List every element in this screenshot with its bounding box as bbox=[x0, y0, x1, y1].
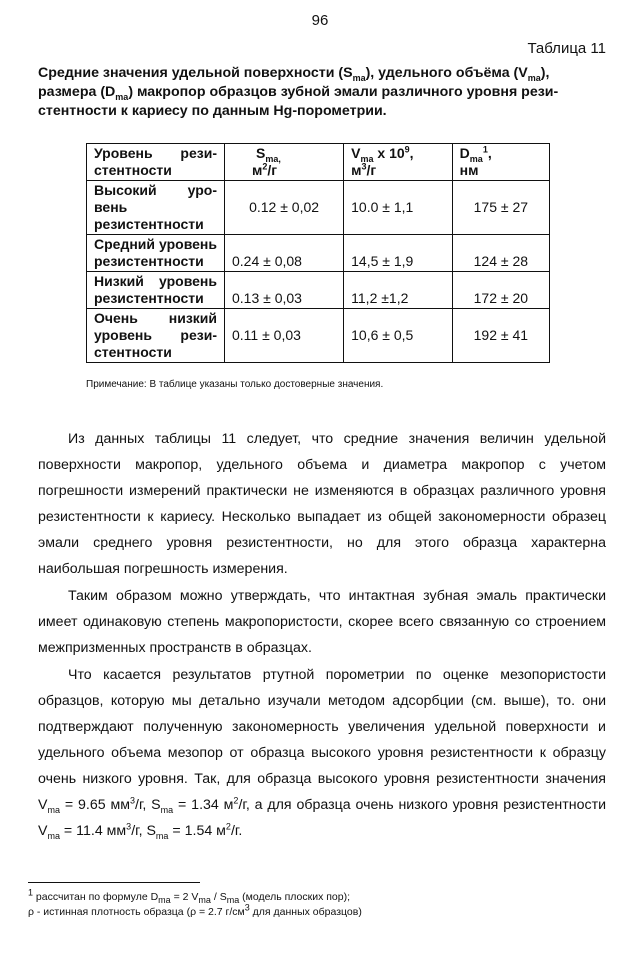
table-label: Таблица 11 bbox=[527, 40, 606, 57]
footnote-1: $^1$ рассчитан по формуле $D_{ma} = 2$ $V_{ma} / S_{ma}$ (модель плоских пор); bbox=[28, 887, 351, 906]
table-row bbox=[87, 309, 550, 363]
row-surface: 0.24 ± 0,08 bbox=[225, 235, 344, 272]
data-table bbox=[86, 143, 550, 363]
table-row bbox=[87, 235, 550, 272]
row-level: Очень низкий уровень рези- стентности bbox=[87, 309, 225, 363]
table-note: Примечание: В таблице указаны только достоверные значения. bbox=[86, 379, 384, 390]
row-surface: 0.11 ± 0,03 bbox=[225, 309, 344, 363]
row-level: Высокий уро- вень резистентности bbox=[87, 181, 225, 235]
body-text bbox=[38, 426, 606, 845]
row-volume: 10,6 ± 0,5 bbox=[344, 309, 453, 363]
table-row bbox=[87, 181, 550, 235]
header-volume: $V_{ma}$ x $10^9$, $м^3/г$ bbox=[344, 144, 453, 181]
table-caption: Средние значения удельной поверхности $(S_{ma})$, удельного объёма $(V_{ma})$, размера $(D_{ma})$ макропор образцов зубной эмали различного уровня рези- стентности к кариесу по данным Hg-порометрии. bbox=[38, 65, 559, 119]
header-surface: $S_{ma,}$ $м^2/г$ bbox=[225, 144, 344, 181]
row-diameter: 124 ± 28 bbox=[452, 235, 549, 272]
row-level: Средний уровень резистентности bbox=[87, 235, 225, 272]
paragraph: Таким образом можно утверждать, что интактная зубная эмаль практически имеет одинаковую степень макропористости, скорее всего связанную со строением межпризменных пространств в образцах. bbox=[38, 588, 606, 656]
row-diameter: 192 ± 41 bbox=[452, 309, 549, 363]
footnotes bbox=[28, 887, 362, 920]
paragraph: Из данных таблицы 11 следует, что средние значения величин удельной поверхности макропор, удельного объема и диаметра макропор с учетом погрешности измерений практически не изменяются в образцах различного уровня резистентности к кариесу. Несколько выпадает из общей закономерности образец эмали среднего уровня резистентности, но для этого образца характерна наибольшая погрешность измерения. bbox=[38, 431, 606, 577]
row-volume: 14,5 ± 1,9 bbox=[344, 235, 453, 272]
header-level: Уровень рези- стентности bbox=[87, 144, 225, 181]
paragraph: Что касается результатов ртутной порометрии по оценке мезопористости образцов, которую мы детально изучали методом адсорбции (см. выше), то. они подтверждают полученную закономерность увеличения удельной поверхности и удельного объема мезопор от образца высокого уровня резистентности к образцу очень низкого уровня. Так, для образца высокого уровня резистентности значения $V_{ma} = 9.65$ $мм^3/г$, $S_{ma} = 1.34$ $м^2/г$, а для образца очень низкого уровня резистентности $V_{ma} = 11.4$ $мм^3/г$, $S_{ma} = 1.54$ $м^2/г$. bbox=[38, 667, 607, 841]
table-row bbox=[87, 272, 550, 309]
header-diameter: $D_{ma}^1$, нм bbox=[452, 144, 549, 181]
row-surface: 0.12 ± 0,02 bbox=[225, 181, 344, 235]
row-diameter: 172 ± 20 bbox=[452, 272, 549, 309]
page-number: 96 bbox=[311, 12, 329, 29]
row-volume: 11,2 ±1,2 bbox=[344, 272, 453, 309]
row-level: Низкий уровень резистентности bbox=[87, 272, 225, 309]
footnote-divider bbox=[28, 882, 200, 883]
table-header-row bbox=[87, 144, 550, 181]
row-volume: 10.0 ± 1,1 bbox=[344, 181, 453, 235]
row-diameter: 175 ± 27 bbox=[452, 181, 549, 235]
footnote-2: ρ - истинная плотность образца (ρ = 2.7 $г/см^3$ для данных образцов) bbox=[28, 902, 362, 918]
row-surface: 0.13 ± 0,03 bbox=[225, 272, 344, 309]
